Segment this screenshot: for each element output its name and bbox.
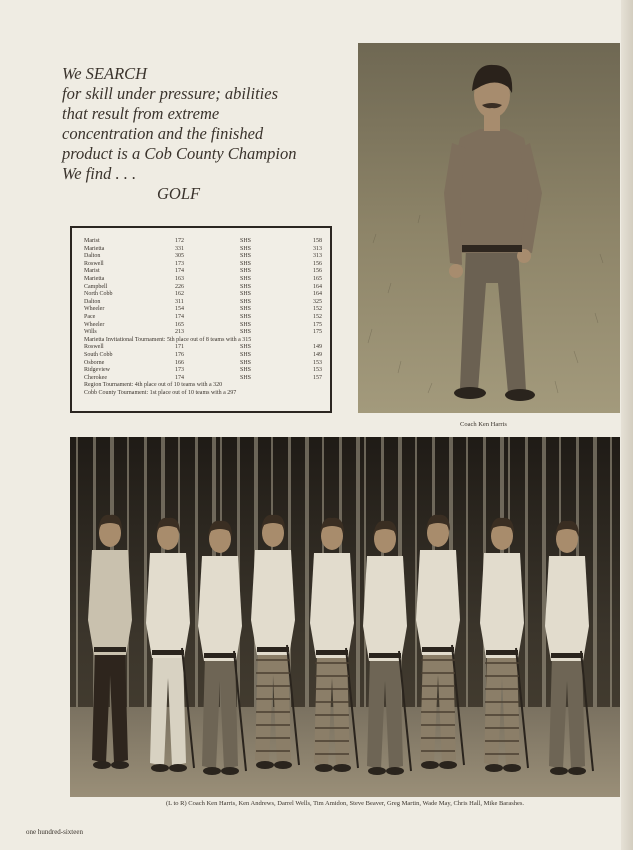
team-caption: (L to R) Coach Ken Harris, Ken Andrews, Darrel Wells, Tim Amidon, Steve Beaver, Greg Martin, Wade May, Chris Hall, Mike Barashes. bbox=[165, 800, 525, 807]
opponent-score: 166 bbox=[175, 359, 184, 366]
team-score: 152 bbox=[313, 306, 322, 313]
team-name: SHS bbox=[240, 238, 252, 244]
headline-line-1: We SEARCH bbox=[62, 64, 148, 83]
results-row bbox=[84, 276, 326, 284]
team-score: 165 bbox=[313, 275, 322, 282]
tree-trunk bbox=[195, 437, 198, 717]
results-group-2 bbox=[84, 344, 326, 382]
opponent-score: 305 bbox=[175, 253, 184, 260]
team-name: SHS bbox=[240, 283, 252, 290]
headline-line-3: that result from extreme bbox=[62, 104, 220, 123]
results-table bbox=[84, 238, 326, 397]
team-score: 325 bbox=[313, 298, 322, 305]
opponent-name: Marist bbox=[84, 268, 100, 275]
results-row bbox=[84, 329, 326, 337]
results-row bbox=[84, 291, 326, 299]
team-score: 175 bbox=[313, 329, 322, 336]
opponent-name: Cherokee bbox=[84, 374, 107, 381]
opponent-score: 171 bbox=[175, 344, 184, 351]
results-row bbox=[84, 344, 326, 352]
opponent-score: 163 bbox=[175, 275, 184, 282]
opponent-name: Pace bbox=[84, 313, 96, 320]
opponent-score: 162 bbox=[175, 291, 184, 298]
results-row bbox=[84, 360, 326, 368]
results-row bbox=[84, 299, 326, 307]
headline-line-4: concentration and the finished bbox=[62, 124, 264, 143]
opponent-name: Roswell bbox=[84, 260, 104, 267]
opponent-score: 154 bbox=[175, 306, 184, 313]
page-edge bbox=[621, 0, 633, 850]
opponent-score: 174 bbox=[175, 374, 184, 381]
team-score: 313 bbox=[313, 253, 322, 260]
results-row bbox=[84, 268, 326, 276]
results-group-1 bbox=[84, 238, 326, 337]
tree-trunk bbox=[144, 437, 147, 717]
team-score: 149 bbox=[313, 344, 322, 351]
team-score: 164 bbox=[313, 291, 322, 298]
results-row bbox=[84, 314, 326, 322]
results-box bbox=[70, 226, 332, 413]
results-note-region: Region Tournament: 4th place out of 10 teams with a 320 bbox=[84, 382, 223, 389]
opponent-name: Wheeler bbox=[84, 306, 105, 313]
team-name: SHS bbox=[240, 245, 252, 252]
team-name: SHS bbox=[240, 313, 252, 320]
tree-trunk bbox=[610, 437, 612, 717]
tree-trunk bbox=[305, 437, 309, 717]
results-row bbox=[84, 367, 326, 375]
tree-trunk bbox=[364, 437, 366, 717]
team-name: SHS bbox=[240, 291, 252, 298]
opponent-score: 172 bbox=[175, 238, 184, 244]
team-score: 156 bbox=[313, 268, 322, 275]
opponent-name: Wheeler bbox=[84, 321, 105, 328]
tree-trunk bbox=[415, 437, 417, 717]
headline-line-6: We find . . . bbox=[62, 164, 137, 183]
opponent-score: 165 bbox=[175, 321, 184, 328]
team-photo bbox=[70, 437, 620, 797]
opponent-score: 226 bbox=[175, 283, 184, 290]
opponent-name: Marietta bbox=[84, 245, 105, 252]
opponent-name: Marietta bbox=[84, 275, 105, 282]
team-name: SHS bbox=[240, 367, 252, 374]
team-name: SHS bbox=[240, 260, 252, 267]
opponent-score: 174 bbox=[175, 268, 184, 275]
team-name: SHS bbox=[240, 275, 252, 282]
opponent-name: Dalton bbox=[84, 298, 101, 305]
team-name: SHS bbox=[240, 329, 252, 336]
results-row bbox=[84, 253, 326, 261]
team-name: SHS bbox=[240, 298, 252, 305]
team-score: 153 bbox=[313, 367, 322, 374]
results-note-county: Cobb County Tournament: 1st place out of 10 teams with a 297 bbox=[84, 389, 237, 396]
headline bbox=[62, 64, 352, 204]
team-name: SHS bbox=[240, 344, 252, 351]
page-number: one hundred-sixteen bbox=[26, 828, 83, 836]
team-score: 164 bbox=[313, 283, 322, 290]
opponent-score: 173 bbox=[175, 260, 184, 267]
team-name: SHS bbox=[240, 253, 252, 260]
team-score: 158 bbox=[313, 238, 322, 244]
team-score: 152 bbox=[313, 313, 322, 320]
team-score: 156 bbox=[313, 260, 322, 267]
opponent-name: Osborne bbox=[84, 359, 105, 366]
team-name: SHS bbox=[240, 374, 252, 381]
opponent-score: 176 bbox=[175, 351, 184, 358]
headline-line-2: for skill under pressure; abilities bbox=[62, 84, 279, 103]
team-score: 175 bbox=[313, 321, 322, 328]
team-name: SHS bbox=[240, 321, 252, 328]
opponent-name: Campbell bbox=[84, 283, 108, 290]
results-row bbox=[84, 261, 326, 269]
opponent-name: Dalton bbox=[84, 253, 101, 260]
results-row bbox=[84, 238, 326, 246]
results-row bbox=[84, 284, 326, 292]
results-note-invitational: Marietta Invitational Tournament: 5th place out of 8 teams with a 315 bbox=[84, 336, 252, 343]
opponent-name: South Cobb bbox=[84, 351, 113, 358]
team-name: SHS bbox=[240, 268, 252, 275]
opponent-score: 331 bbox=[175, 245, 184, 252]
tree-trunk bbox=[593, 437, 597, 717]
opponent-score: 173 bbox=[175, 367, 184, 374]
opponent-score: 213 bbox=[175, 329, 184, 336]
opponent-name: Marist bbox=[84, 238, 100, 244]
tree-trunk bbox=[542, 437, 546, 717]
team-score: 149 bbox=[313, 351, 322, 358]
team-score: 157 bbox=[313, 374, 322, 381]
opponent-score: 174 bbox=[175, 313, 184, 320]
tree-trunk bbox=[76, 437, 78, 717]
coach-caption: Coach Ken Harris bbox=[460, 421, 507, 428]
headline-sport: GOLF bbox=[157, 184, 201, 203]
coach-photo bbox=[358, 43, 620, 413]
results-row bbox=[84, 246, 326, 254]
results-row bbox=[84, 352, 326, 360]
results-row bbox=[84, 306, 326, 314]
opponent-score: 311 bbox=[175, 298, 184, 305]
headline-line-5: product is a Cob County Champion bbox=[62, 144, 297, 163]
team-score: 153 bbox=[313, 359, 322, 366]
results-row bbox=[84, 322, 326, 330]
opponent-name: Wills bbox=[84, 329, 97, 336]
team-name: SHS bbox=[240, 351, 252, 358]
opponent-name: Ridgeview bbox=[84, 367, 110, 374]
opponent-name: North Cobb bbox=[84, 291, 113, 298]
team-name: SHS bbox=[240, 306, 252, 313]
team-name: SHS bbox=[240, 359, 252, 366]
tree-trunk bbox=[525, 437, 528, 717]
tree-trunk bbox=[356, 437, 360, 717]
team-score: 313 bbox=[313, 245, 322, 252]
opponent-name: Roswell bbox=[84, 344, 104, 351]
tree-trunk bbox=[466, 437, 468, 717]
